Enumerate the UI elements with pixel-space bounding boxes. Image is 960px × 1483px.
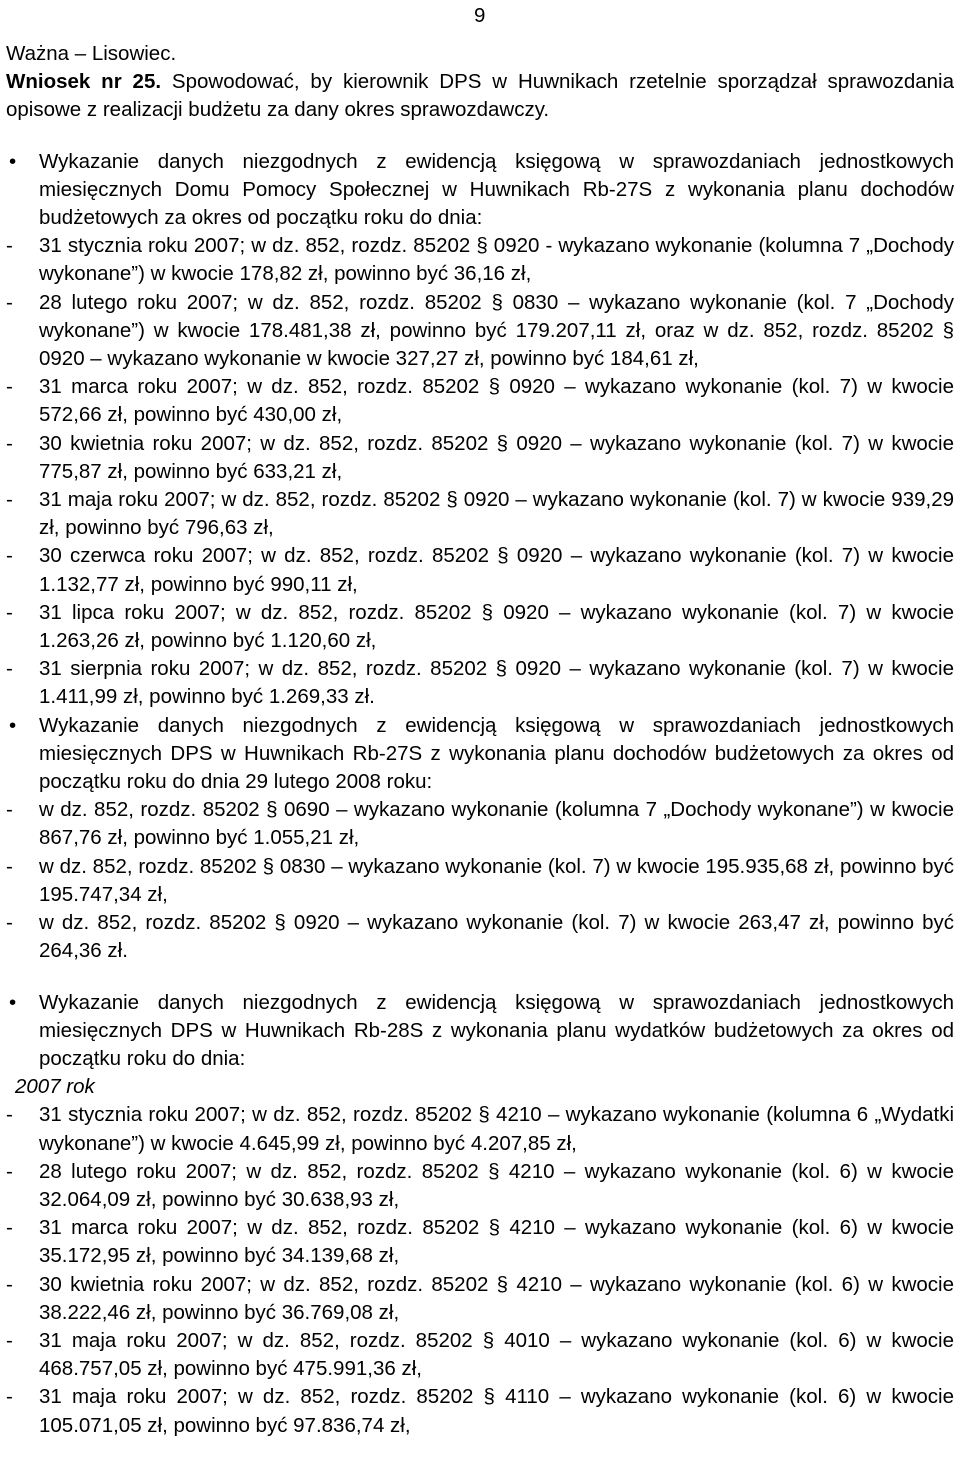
list-item bbox=[6, 1158, 954, 1214]
list-item bbox=[6, 1271, 954, 1327]
dash-marker: - bbox=[6, 544, 13, 568]
year-label: 2007 rok bbox=[15, 1075, 95, 1099]
list-item-text: w dz. 852, rozdz. 85202 § 0920 – wykazano wykonanie (kol. 7) w kwocie 263,47 zł, powinno być 264,36 zł. bbox=[39, 911, 954, 963]
dash-marker: - bbox=[6, 431, 13, 455]
list-item-text: 31 maja roku 2007; w dz. 852, rozdz. 85202 § 0920 – wykazano wykonanie (kol. 7) w kwocie 939,29 zł, powinno być 796,63 zł, bbox=[39, 488, 954, 540]
dash-marker: - bbox=[6, 375, 13, 399]
dash-marker: - bbox=[6, 488, 13, 512]
list-item bbox=[6, 599, 954, 655]
dash-marker: - bbox=[6, 234, 13, 258]
dash-marker: - bbox=[6, 1103, 13, 1127]
page-number: 9 bbox=[474, 4, 486, 27]
bullet-icon: • bbox=[9, 149, 17, 173]
dash-marker: - bbox=[6, 1328, 13, 1352]
list-item bbox=[6, 430, 954, 486]
document-body bbox=[6, 40, 954, 1440]
list-item bbox=[6, 1101, 954, 1157]
bullet-icon: • bbox=[9, 713, 17, 737]
list-item-text: w dz. 852, rozdz. 85202 § 0690 – wykazano wykonanie (kolumna 7 „Dochody wykonane”) w kwocie 867,76 zł, powinno być 1.055,21 zł, bbox=[39, 798, 954, 850]
recommendation-paragraph bbox=[6, 68, 954, 124]
dash-marker: - bbox=[6, 1272, 13, 1296]
section-heading-text: Wykazanie danych niezgodnych z ewidencją księgową w sprawozdaniach jednostkowych miesięcznych DPS w Huwnikach Rb-28S z wykonania planu wydatków budżetowych za okres od początku roku do dnia: bbox=[39, 990, 954, 1070]
bullet-icon: • bbox=[9, 990, 17, 1014]
list-item-text: 31 stycznia roku 2007; w dz. 852, rozdz. 85202 § 0920 - wykazano wykonanie (kolumna 7 „Dochody wykonane”) w kwocie 178,82 zł, powinno być 36,16 zł, bbox=[39, 234, 954, 286]
list-item-text: w dz. 852, rozdz. 85202 § 0830 – wykazano wykonanie (kol. 7) w kwocie 195.935,68 zł, powinno być 195.747,34 zł, bbox=[39, 854, 954, 906]
section-heading bbox=[6, 989, 954, 1074]
list-item bbox=[6, 1214, 954, 1270]
list-item-text: 30 kwietnia roku 2007; w dz. 852, rozdz. 85202 § 4210 – wykazano wykonanie (kol. 6) w kwocie 38.222,46 zł, powinno być 36.769,08 zł, bbox=[39, 1272, 954, 1324]
list-item-text: 31 marca roku 2007; w dz. 852, rozdz. 85202 § 4210 – wykazano wykonanie (kol. 6) w kwocie 35.172,95 zł, powinno być 34.139,68 zł, bbox=[39, 1216, 954, 1268]
section-heading bbox=[6, 712, 954, 797]
list-item-text: 31 marca roku 2007; w dz. 852, rozdz. 85202 § 0920 – wykazano wykonanie (kol. 7) w kwocie 572,66 zł, powinno być 430,00 zł, bbox=[39, 375, 954, 427]
list-item-text: 28 lutego roku 2007; w dz. 852, rozdz. 85202 § 4210 – wykazano wykonanie (kol. 6) w kwocie 32.064,09 zł, powinno być 30.638,93 zł, bbox=[39, 1159, 954, 1211]
dash-marker: - bbox=[6, 798, 13, 822]
list-item bbox=[6, 853, 954, 909]
list-item-text: 30 czerwca roku 2007; w dz. 852, rozdz. 85202 § 0920 – wykazano wykonanie (kol. 7) w kwocie 1.132,77 zł, powinno być 990,11 zł, bbox=[39, 544, 954, 596]
dash-marker: - bbox=[6, 911, 13, 935]
list-item bbox=[6, 1383, 954, 1439]
list-item bbox=[6, 232, 954, 288]
section-heading-text: Wykazanie danych niezgodnych z ewidencją księgową w sprawozdaniach jednostkowych miesięcznych Domu Pomocy Społecznej w Huwnikach Rb-27S z wykonania planu dochodów budżetowych za okres od początku roku do dnia: bbox=[39, 149, 954, 230]
finding-section-2 bbox=[6, 712, 954, 966]
dash-marker: - bbox=[6, 854, 13, 878]
section-heading bbox=[6, 148, 954, 233]
list-item bbox=[6, 655, 954, 711]
list-item-text: 31 stycznia roku 2007; w dz. 852, rozdz. 85202 § 4210 – wykazano wykonanie (kolumna 6 „Wydatki wykonane”) w kwocie 4.645,99 zł, powinno być 4.207,85 zł, bbox=[39, 1103, 954, 1155]
list-item-text: 31 maja roku 2007; w dz. 852, rozdz. 85202 § 4110 – wykazano wykonanie (kol. 6) w kwocie 105.071,05 zł, powinno być 97.836,74 zł, bbox=[39, 1385, 954, 1437]
list-item bbox=[6, 289, 954, 374]
section-heading-text: Wykazanie danych niezgodnych z ewidencją księgową w sprawozdaniach jednostkowych miesięcznych DPS w Huwnikach Rb-27S z wykonania planu dochodów budżetowych za okres od początku roku do dnia 29 lutego 2008 roku: bbox=[39, 713, 954, 794]
dash-marker: - bbox=[6, 657, 13, 681]
list-item bbox=[6, 1327, 954, 1383]
list-item-text: 28 lutego roku 2007; w dz. 852, rozdz. 85202 § 0830 – wykazano wykonanie (kol. 7 „Dochody wykonane”) w kwocie 178.481,38 zł, powinno być 179.207,11 zł, oraz w dz. 852, rozdz. 85202 § 0920 – wykazano wykonanie w kwocie 327,27 zł, powinno być 184,61 zł, bbox=[39, 290, 954, 371]
finding-section-1 bbox=[6, 148, 954, 712]
list-item-text: 31 sierpnia roku 2007; w dz. 852, rozdz. 85202 § 0920 – wykazano wykonanie (kol. 7) w kwocie 1.411,99 zł, powinno być 1.269,33 zł. bbox=[39, 657, 954, 709]
intro-line: Ważna – Lisowiec. bbox=[6, 42, 177, 65]
list-item-text: 30 kwietnia roku 2007; w dz. 852, rozdz. 85202 § 0920 – wykazano wykonanie (kol. 7) w kwocie 775,87 zł, powinno być 633,21 zł, bbox=[39, 431, 954, 483]
list-item bbox=[6, 373, 954, 429]
list-item bbox=[6, 909, 954, 965]
dash-marker: - bbox=[6, 600, 13, 624]
list-item-text: 31 lipca roku 2007; w dz. 852, rozdz. 85202 § 0920 – wykazano wykonanie (kol. 7) w kwocie 1.263,26 zł, powinno być 1.120,60 zł, bbox=[39, 600, 954, 653]
dash-marker: - bbox=[6, 1216, 13, 1240]
list-item bbox=[6, 486, 954, 542]
list-item-text: 31 maja roku 2007; w dz. 852, rozdz. 85202 § 4010 – wykazano wykonanie (kol. 6) w kwocie 468.757,05 zł, powinno być 475.991,36 zł, bbox=[39, 1328, 954, 1381]
list-item bbox=[6, 542, 954, 598]
finding-section-3 bbox=[6, 989, 954, 1440]
dash-marker: - bbox=[6, 1159, 13, 1183]
recommendation-text: Spowodować, by kierownik DPS w Huwnikach rzetelnie sporządzał sprawozdania opisowe z realizacji budżetu za dany okres sprawozdawczy. bbox=[6, 70, 954, 122]
list-item bbox=[6, 796, 954, 852]
recommendation-label: Wniosek nr 25. bbox=[6, 70, 162, 94]
dash-marker: - bbox=[6, 290, 13, 314]
dash-marker: - bbox=[6, 1385, 13, 1409]
